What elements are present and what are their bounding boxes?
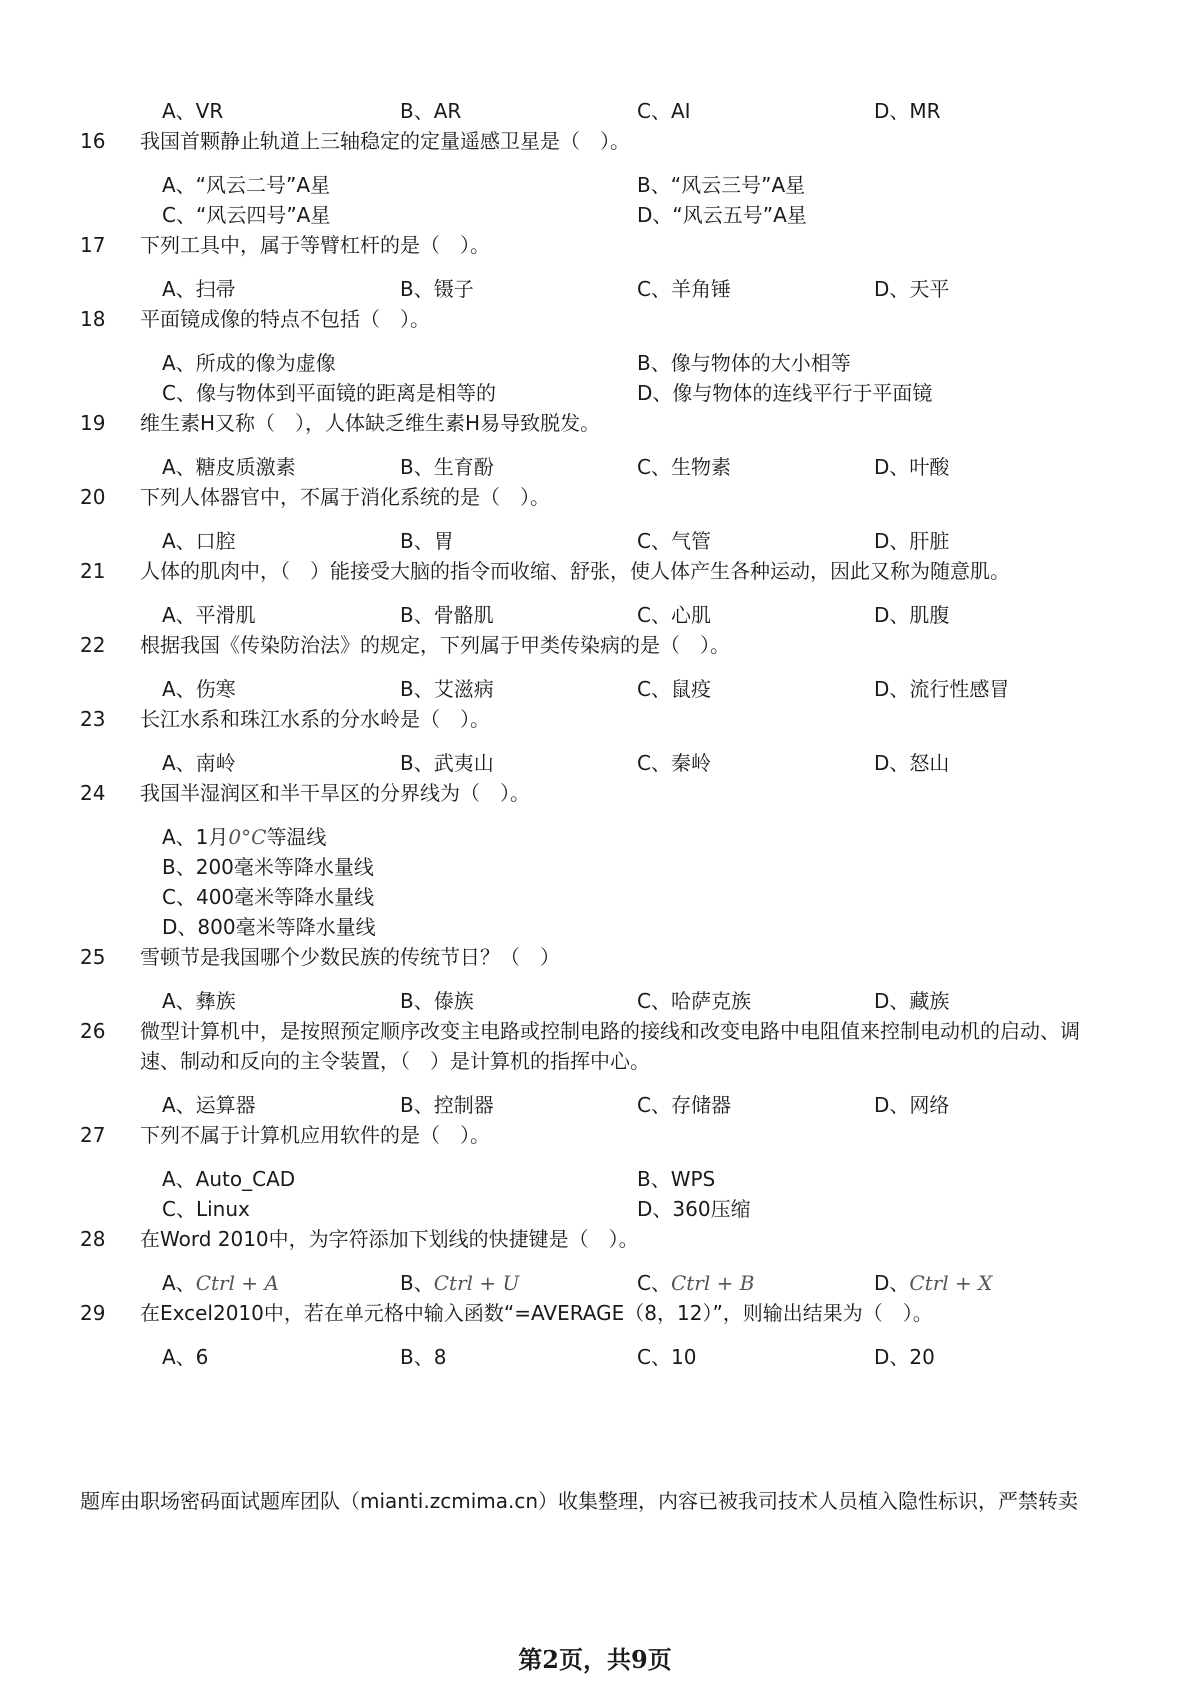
- question-text: 在Excel2010中，若在单元格中输入函数“=AVERAGE（8，12）”，则输出结果为（ ）。: [140, 1301, 933, 1325]
- question: [0, 704, 1190, 734]
- option-b: B、控制器: [400, 1093, 494, 1117]
- option-c: C、气管: [637, 529, 711, 553]
- top-options-row: [0, 96, 1190, 126]
- question: [0, 942, 1190, 972]
- option-a: A、运算器: [162, 1093, 256, 1117]
- option-c: C、存储器: [637, 1093, 731, 1117]
- option-c: C、AI: [637, 99, 691, 123]
- question-number: 27: [80, 1123, 106, 1147]
- option-b: B、8: [400, 1345, 447, 1369]
- option-c: C、秦岭: [637, 751, 711, 775]
- option-d: D、Ctrl + X: [874, 1271, 993, 1295]
- question-list: [0, 96, 1190, 1372]
- option-d: D、像与物体的连线平行于平面镜: [637, 381, 933, 405]
- math-expression: 0°C: [228, 825, 267, 849]
- option-a: A、VR: [162, 99, 224, 123]
- options-row: [0, 822, 1190, 852]
- option-d: D、藏族: [874, 989, 950, 1013]
- option-d: D、网络: [874, 1093, 950, 1117]
- question-text: 下列不属于计算机应用软件的是（ ）。: [140, 1123, 490, 1147]
- math-expression: Ctrl + U: [433, 1271, 520, 1295]
- question-number: 22: [80, 633, 106, 657]
- question: [0, 1120, 1190, 1150]
- question: [0, 230, 1190, 260]
- option-c: C、羊角锤: [637, 277, 731, 301]
- options-row: [0, 1194, 1190, 1224]
- option-b: B、WPS: [637, 1167, 716, 1191]
- question-text: 长江水系和珠江水系的分水岭是（ ）。: [140, 707, 490, 731]
- options-row: [0, 600, 1190, 630]
- option-d: D、800毫米等降水量线: [162, 915, 376, 939]
- question: [0, 556, 1190, 586]
- option-b: B、胃: [400, 529, 454, 553]
- question: [0, 778, 1190, 808]
- option-c: C、哈萨克族: [637, 989, 751, 1013]
- option-c: C、鼠疫: [637, 677, 711, 701]
- question-number: 21: [80, 559, 106, 583]
- math-expression: Ctrl + A: [195, 1271, 279, 1295]
- option-a: A、口腔: [162, 529, 236, 553]
- question-number: 28: [80, 1227, 106, 1251]
- options-row: [0, 526, 1190, 556]
- question-number: 24: [80, 781, 106, 805]
- option-a: A、扫帚: [162, 277, 236, 301]
- question: [0, 304, 1190, 334]
- options-row: [0, 1164, 1190, 1194]
- question-number: 23: [80, 707, 106, 731]
- question-text: 我国首颗静止轨道上三轴稳定的定量遥感卫星是（ ）。: [140, 129, 630, 153]
- question: [0, 126, 1190, 156]
- option-a: A、伤寒: [162, 677, 236, 701]
- option-a: A、“风云二号”A星: [162, 173, 331, 197]
- option-b: B、像与物体的大小相等: [637, 351, 851, 375]
- question: [0, 630, 1190, 660]
- option-b: B、200毫米等降水量线: [162, 855, 374, 879]
- question-number: 17: [80, 233, 106, 257]
- options-row: [0, 200, 1190, 230]
- option-c: C、像与物体到平面镜的距离是相等的: [162, 381, 496, 405]
- math-expression: Ctrl + B: [670, 1271, 755, 1295]
- question: [0, 482, 1190, 512]
- option-d: D、肌腹: [874, 603, 950, 627]
- question-text: 下列工具中，属于等臂杠杆的是（ ）。: [140, 233, 490, 257]
- option-c: C、生物素: [637, 455, 731, 479]
- question: [0, 408, 1190, 438]
- question-number: 29: [80, 1301, 106, 1325]
- option-a: A、南岭: [162, 751, 236, 775]
- question-text: 微型计算机中，是按照预定顺序改变主电路或控制电路的接线和改变电路中电阻值来控制电动机的启动、调速、制动和反向的主令装置，（ ）是计算机的指挥中心。: [140, 1019, 1080, 1073]
- option-d: D、20: [874, 1345, 935, 1369]
- option-d: D、MR: [874, 99, 941, 123]
- option-a: A、彝族: [162, 989, 236, 1013]
- options-row: [0, 882, 1190, 912]
- options-row: [0, 170, 1190, 200]
- option-a: A、1月0°C等温线: [162, 825, 327, 849]
- question-number: 20: [80, 485, 106, 509]
- options-row: [0, 852, 1190, 882]
- option-b: B、骨骼肌: [400, 603, 494, 627]
- option-a: A、平滑肌: [162, 603, 256, 627]
- options-row: [0, 452, 1190, 482]
- question-number: 19: [80, 411, 106, 435]
- option-d: D、叶酸: [874, 455, 950, 479]
- math-expression: Ctrl + X: [909, 1271, 993, 1295]
- options-row: [0, 1090, 1190, 1120]
- question: [0, 1016, 1190, 1076]
- question-text: 平面镜成像的特点不包括（ ）。: [140, 307, 430, 331]
- option-b: B、生育酚: [400, 455, 494, 479]
- option-d: D、天平: [874, 277, 950, 301]
- footer-note: 题库由职场密码面试题库团队（mianti.zcmima.cn）收集整理，内容已被我司技术人员植入隐性标识，严禁转卖: [80, 1489, 1079, 1513]
- options-row: [0, 674, 1190, 704]
- option-b: B、武夷山: [400, 751, 494, 775]
- question-text: 雪顿节是我国哪个少数民族的传统节日？（ ）: [140, 945, 560, 969]
- question-number: 16: [80, 129, 106, 153]
- option-c: C、心肌: [637, 603, 711, 627]
- options-row: [0, 378, 1190, 408]
- option-b: B、Ctrl + U: [400, 1271, 520, 1295]
- option-b: B、AR: [400, 99, 462, 123]
- options-row: [0, 748, 1190, 778]
- option-d: D、肝脏: [874, 529, 950, 553]
- question: [0, 1298, 1190, 1328]
- question-text: 我国半湿润区和半干旱区的分界线为（ ）。: [140, 781, 530, 805]
- options-row: [0, 1342, 1190, 1372]
- option-c: C、10: [637, 1345, 697, 1369]
- option-a: A、Ctrl + A: [162, 1271, 279, 1295]
- options-row: [0, 348, 1190, 378]
- question-number: 26: [80, 1019, 106, 1043]
- options-row: [0, 274, 1190, 304]
- question-text: 下列人体器官中，不属于消化系统的是（ ）。: [140, 485, 550, 509]
- question-text: 在Word 2010中，为字符添加下划线的快捷键是（ ）。: [140, 1227, 639, 1251]
- question-number: 18: [80, 307, 106, 331]
- option-b: B、镊子: [400, 277, 474, 301]
- options-row: [0, 1268, 1190, 1298]
- option-d: D、怒山: [874, 751, 950, 775]
- option-a: A、所成的像为虚像: [162, 351, 336, 375]
- option-b: B、傣族: [400, 989, 474, 1013]
- option-b: B、艾滋病: [400, 677, 494, 701]
- options-row: [0, 912, 1190, 942]
- options-row: [0, 986, 1190, 1016]
- question-text: 维生素H又称（ ），人体缺乏维生素H易导致脱发。: [140, 411, 601, 435]
- page-number: 第2页，共9页: [518, 1645, 672, 1674]
- option-d: D、流行性感冒: [874, 677, 1010, 701]
- option-c: C、Ctrl + B: [637, 1271, 755, 1295]
- question: [0, 1224, 1190, 1254]
- option-c: C、Linux: [162, 1197, 250, 1221]
- option-a: A、6: [162, 1345, 209, 1369]
- question-text: 根据我国《传染防治法》的规定，下列属于甲类传染病的是（ ）。: [140, 633, 730, 657]
- option-d: D、360压缩: [637, 1197, 751, 1221]
- option-c: C、400毫米等降水量线: [162, 885, 375, 909]
- option-a: A、糖皮质激素: [162, 455, 296, 479]
- question-number: 25: [80, 945, 106, 969]
- question-text: 人体的肌肉中，（ ）能接受大脑的指令而收缩、舒张，使人体产生各种运动，因此又称为随意肌。: [140, 559, 1010, 583]
- option-d: D、“风云五号”A星: [637, 203, 807, 227]
- option-b: B、“风云三号”A星: [637, 173, 806, 197]
- option-c: C、“风云四号”A星: [162, 203, 331, 227]
- option-a: A、Auto_CAD: [162, 1167, 296, 1191]
